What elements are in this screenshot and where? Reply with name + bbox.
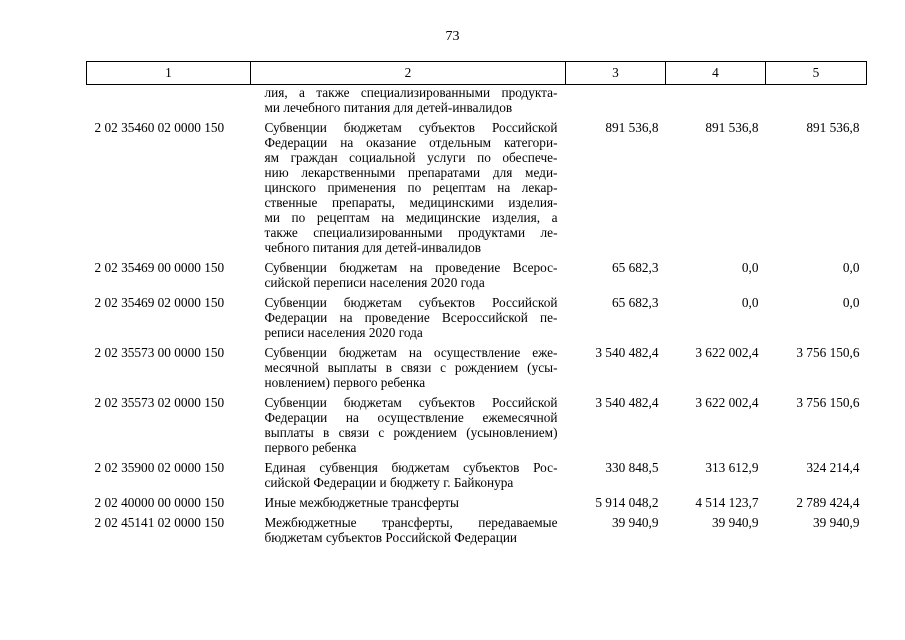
amount-col-3: 5 914 048,2: [595, 495, 659, 510]
amount-col-4: 313 612,9: [705, 460, 759, 475]
description: [251, 460, 566, 495]
amount-col-3: 65 682,3: [611, 260, 659, 275]
table-header-row: [87, 62, 867, 85]
amount-col-5: 0,0: [842, 295, 860, 310]
budget-code: 2 02 35460 02 0000 150: [94, 120, 225, 135]
description-line: реписи населения 2020 года: [264, 325, 423, 340]
description-line: ям граждан социальной услуги по обеспече-: [264, 150, 558, 165]
column-header-5: 5: [766, 62, 867, 85]
budget-code: [87, 85, 251, 121]
description-line: Субвенции бюджетам на проведение Всерос-: [264, 260, 558, 275]
description: [251, 295, 566, 345]
description-line: выплаты в связи с рождением (усыновлением): [264, 425, 558, 440]
description-line: Субвенции бюджетам субъектов Российской: [264, 120, 558, 135]
amount-col-5: 39 940,9: [812, 515, 860, 530]
description-line: Субвенции бюджетам на осуществление еже-: [264, 345, 558, 360]
budget-code: 2 02 35573 00 0000 150: [94, 345, 225, 360]
column-header-4: 4: [666, 62, 766, 85]
amount-col-4: 0,0: [741, 260, 759, 275]
description-line: ми лечебного питания для детей-инвалидов: [264, 100, 513, 115]
amount-col-4: 3 622 002,4: [695, 345, 759, 360]
description-line: сийской переписи населения 2020 года: [264, 275, 485, 290]
description-line: цинского применения по рецептам на лекар-: [264, 180, 558, 195]
budget-code: 2 02 40000 00 0000 150: [94, 495, 225, 510]
amount-col-4: 0,0: [741, 295, 759, 310]
description-line: Межбюджетные трансферты, передаваемые: [264, 515, 558, 530]
table-row: [87, 395, 867, 460]
budget-code: 2 02 35469 00 0000 150: [94, 260, 225, 275]
description: [251, 515, 566, 550]
budget-code: 2 02 35900 02 0000 150: [94, 460, 225, 475]
table-row: [87, 120, 867, 260]
amount-col-5: 3 756 150,6: [796, 395, 860, 410]
description-line: новлением) первого ребенка: [264, 375, 426, 390]
description-line: чебного питания для детей-инвалидов: [264, 240, 482, 255]
amount-col-4: 891 536,8: [705, 120, 759, 135]
description-line: ственные препараты, медицинскими изделия-: [264, 195, 558, 210]
description-line: Субвенции бюджетам субъектов Российской: [264, 295, 558, 310]
table-row: [87, 515, 867, 550]
amount-col-3: 39 940,9: [611, 515, 659, 530]
description-line: первого ребенка: [264, 440, 357, 455]
amount-col-5: 3 756 150,6: [796, 345, 860, 360]
amount-col-4: 39 940,9: [711, 515, 759, 530]
description-line: Федерации на осуществление ежемесячной: [264, 410, 558, 425]
amount-col-5: 324 214,4: [806, 460, 860, 475]
description: [251, 260, 566, 295]
amount-col-3: 3 540 482,4: [595, 395, 659, 410]
amount-col-5: [766, 85, 867, 121]
amount-col-5: 2 789 424,4: [796, 495, 860, 510]
amount-col-3: 3 540 482,4: [595, 345, 659, 360]
budget-code: 2 02 35573 02 0000 150: [94, 395, 225, 410]
budget-code: 2 02 35469 02 0000 150: [94, 295, 225, 310]
amount-col-4: [666, 85, 766, 121]
page-number: 73: [445, 29, 460, 44]
amount-col-4: 3 622 002,4: [695, 395, 759, 410]
description-line: Иные межбюджетные трансферты: [264, 495, 459, 510]
description: [251, 85, 566, 121]
description-line: также специализированными продуктами ле-: [264, 225, 558, 240]
amount-col-4: 4 514 123,7: [695, 495, 759, 510]
amount-col-5: 891 536,8: [806, 120, 860, 135]
amount-col-3: 891 536,8: [605, 120, 659, 135]
amount-col-3: 330 848,5: [605, 460, 659, 475]
amount-col-3: [566, 85, 666, 121]
table-row: [87, 295, 867, 345]
description-line: ми по рецептам на медицинские изделия, а: [264, 210, 558, 225]
amount-col-5: 0,0: [842, 260, 860, 275]
budget-code: 2 02 45141 02 0000 150: [94, 515, 225, 530]
table-row: [87, 85, 867, 121]
budget-table: [86, 61, 867, 550]
description-line: Федерации на оказание отдельным категори-: [264, 135, 558, 150]
table-body: [87, 85, 867, 551]
table-row: [87, 260, 867, 295]
description: [251, 345, 566, 395]
description-line: сийской Федерации и бюджету г. Байконура: [264, 475, 514, 490]
amount-col-3: 65 682,3: [611, 295, 659, 310]
description-line: Субвенции бюджетам субъектов Российской: [264, 395, 558, 410]
column-header-3: 3: [566, 62, 666, 85]
description-line: месячной выплаты в связи с рождением (усы-: [264, 360, 558, 375]
description-line: Федерации на проведение Всероссийской пе-: [264, 310, 558, 325]
table-row: [87, 345, 867, 395]
description-line: Единая субвенция бюджетам субъектов Рос-: [264, 460, 558, 475]
column-header-1: 1: [87, 62, 251, 85]
description-line: лия, а также специализированными продукта-: [264, 85, 558, 100]
description: [251, 395, 566, 460]
table-row: [87, 460, 867, 495]
description-line: нию лекарственными препаратами для меди-: [264, 165, 558, 180]
column-header-2: 2: [251, 62, 566, 85]
description-line: бюджетам субъектов Российской Федерации: [264, 530, 518, 545]
description: [251, 120, 566, 260]
description: [251, 495, 566, 515]
table-row: [87, 495, 867, 515]
